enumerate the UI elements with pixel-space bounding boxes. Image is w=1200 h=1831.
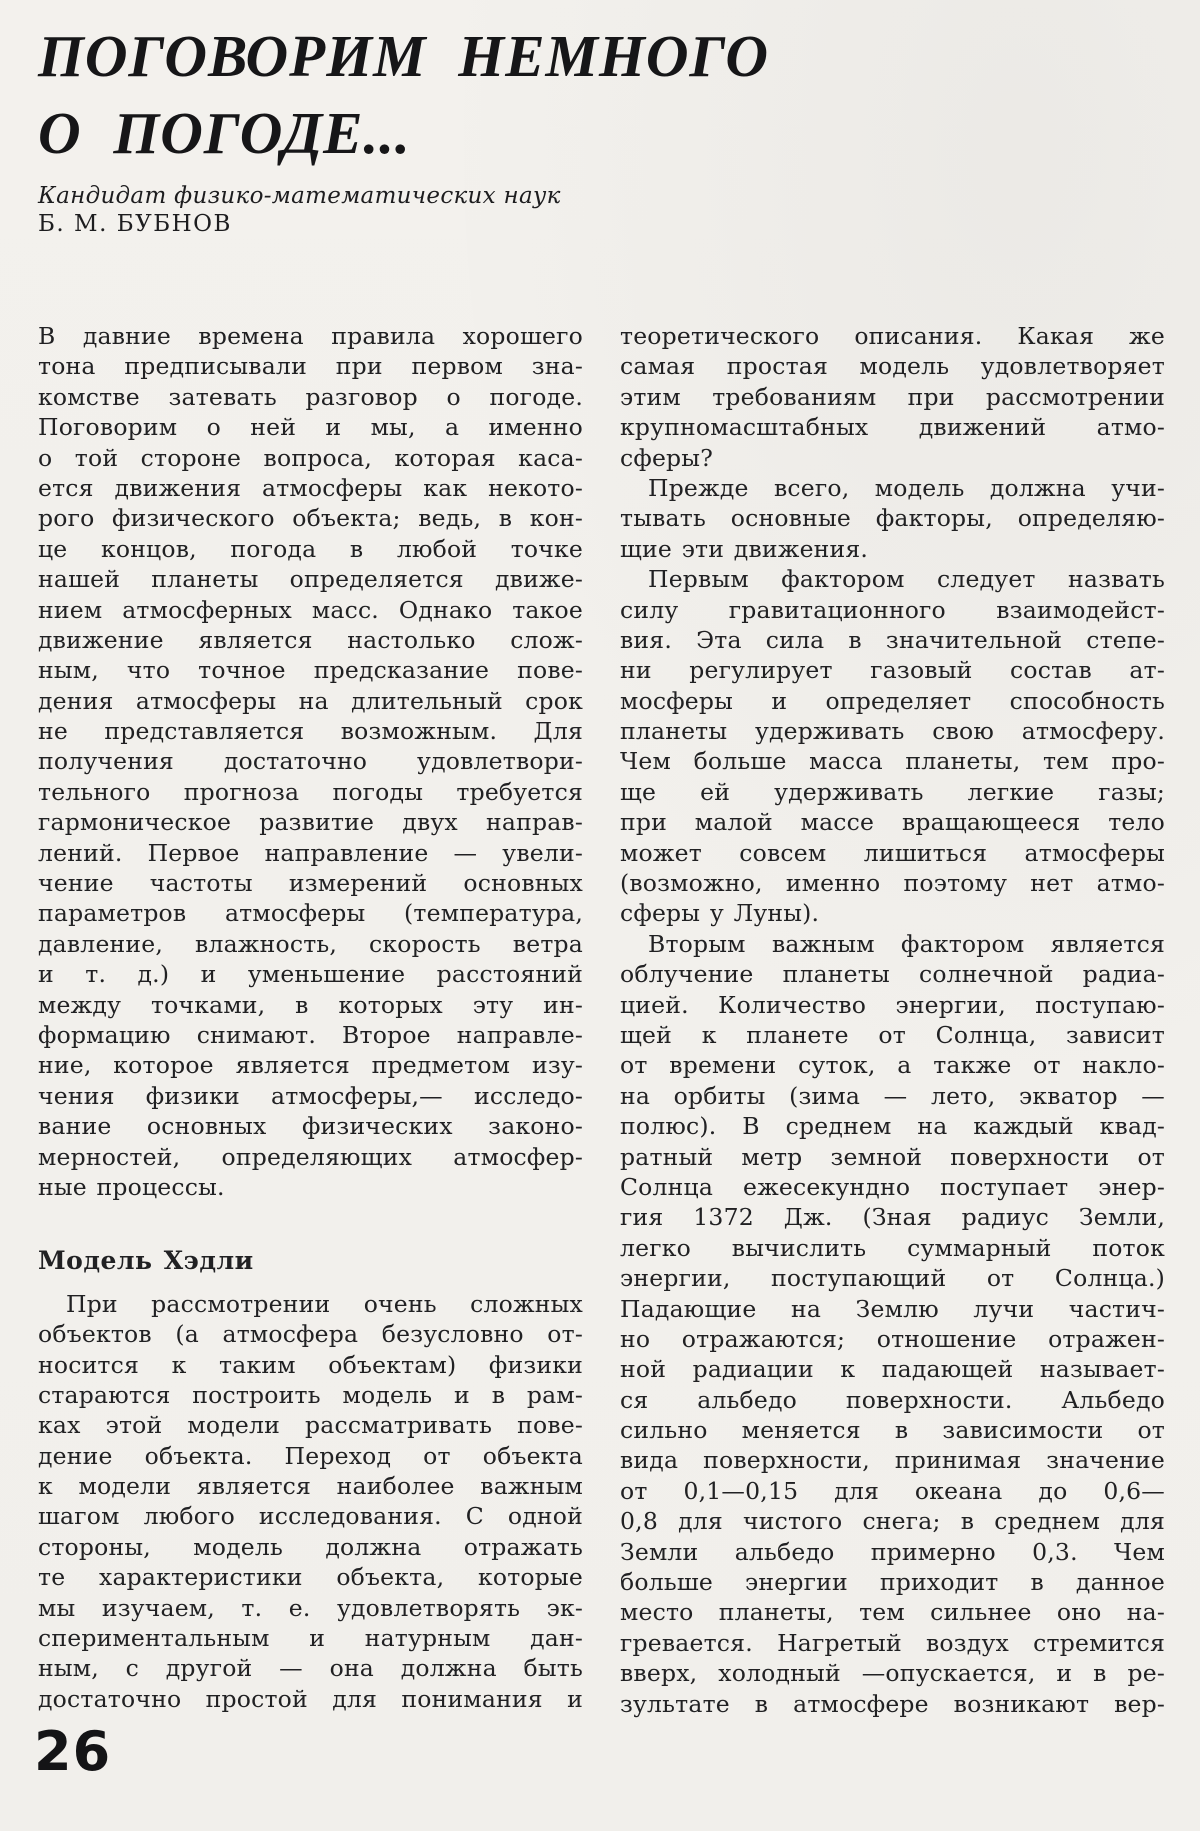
text-line: ни регулирует газовый состав ат- xyxy=(620,656,1165,685)
text-line: ратный метр земной поверхности от xyxy=(620,1142,1165,1171)
text-line: Вторым важным фактором является xyxy=(648,929,1165,958)
text-line: вия. Эта сила в значительной степе- xyxy=(620,625,1165,654)
text-line: (возможно, именно поэтому нет атмо- xyxy=(620,869,1165,898)
text-line: о той стороне вопроса, которая каса- xyxy=(38,443,583,472)
article-title-line1: ПОГОВОРИМ НЕМНОГО xyxy=(38,23,769,89)
text-line: этим требованиям при рассмотрении xyxy=(620,382,1165,411)
text-line: ные процессы. xyxy=(38,1172,225,1201)
text-line: вание основных физических законо- xyxy=(38,1112,583,1141)
text-line: и т. д.) и уменьшение расстояний xyxy=(38,960,583,989)
text-line: щей к планете от Солнца, зависит xyxy=(620,1020,1165,1049)
article-title xyxy=(38,18,769,172)
text-line: гревается. Нагретый воздух стремится xyxy=(620,1628,1165,1657)
text-line: больше энергии приходит в данное xyxy=(620,1568,1165,1597)
text-line: от 0,1—0,15 для океана до 0,6— xyxy=(620,1476,1165,1505)
text-line: при малой массе вращающееся тело xyxy=(620,808,1165,837)
text-line: мы изучаем, т. е. удовлетворять эк- xyxy=(38,1593,583,1622)
text-line: вида поверхности, принимая значение xyxy=(620,1446,1165,1475)
text-line: спериментальным и натурным дан- xyxy=(38,1624,583,1653)
text-line: ся альбедо поверхности. Альбедо xyxy=(620,1385,1165,1414)
text-line: к модели является наиболее важным xyxy=(38,1472,583,1501)
author-block xyxy=(38,182,561,238)
text-line: лений. Первое направление — увели- xyxy=(38,838,583,867)
text-line: сферы? xyxy=(620,443,714,472)
text-line: ках этой модели рассматривать пове- xyxy=(38,1411,583,1440)
page-number: 26 xyxy=(34,1720,112,1783)
article-title-line2: О ПОГОДЕ... xyxy=(38,100,411,166)
text-line: тона предписывали при первом зна- xyxy=(38,352,583,381)
text-line: между точками, в которых эту ин- xyxy=(38,990,583,1019)
text-line: на орбиты (зима — лето, экватор — xyxy=(620,1081,1165,1110)
text-line: самая простая модель удовлетворяет xyxy=(620,352,1165,381)
text-line: полюс). В среднем на каждый квад- xyxy=(620,1112,1165,1141)
text-line: дение объекта. Переход от объекта xyxy=(38,1441,583,1470)
text-line: тывать основные факторы, определяю- xyxy=(620,504,1165,533)
text-line: чение частоты измерений основных xyxy=(38,869,583,898)
text-line: чения физики атмосферы,— исследо- xyxy=(38,1081,583,1110)
text-line: При рассмотрении очень сложных xyxy=(66,1289,583,1318)
text-line: гия 1372 Дж. (Зная радиус Земли, xyxy=(620,1203,1165,1232)
text-line: может совсем лишиться атмосферы xyxy=(620,838,1165,867)
text-line: Чем больше масса планеты, тем про- xyxy=(620,747,1165,776)
text-line: ется движения атмосферы как некото- xyxy=(38,473,583,502)
text-line: щие эти движения. xyxy=(620,534,869,563)
text-column-right xyxy=(620,321,1165,1719)
text-line: цией. Количество энергии, поступаю- xyxy=(620,990,1165,1019)
text-line: Прежде всего, модель должна учи- xyxy=(648,473,1165,502)
text-line: Земли альбедо примерно 0,3. Чем xyxy=(620,1537,1165,1566)
text-line: получения достаточно удовлетвори- xyxy=(38,747,583,776)
text-line: те характеристики объекта, которые xyxy=(38,1563,583,1592)
text-line: комстве затевать разговор о погоде. xyxy=(38,382,583,411)
text-line: легко вычислить суммарный поток xyxy=(620,1233,1165,1262)
text-line: зультате в атмосфере возникают вер- xyxy=(620,1689,1165,1718)
text-line: рого физического объекта; ведь, в кон- xyxy=(38,504,583,533)
section-heading: Модель Хэдли xyxy=(38,1246,254,1276)
text-line: мосферы и определяет способность xyxy=(620,686,1165,715)
text-line: энергии, поступающий от Солнца.) xyxy=(620,1264,1165,1293)
text-line: облучение планеты солнечной радиа- xyxy=(620,960,1165,989)
text-line: ще ей удерживать легкие газы; xyxy=(620,777,1165,806)
text-line: ным, что точное предсказание пове- xyxy=(38,656,583,685)
author-name: Б. М. БУБНОВ xyxy=(38,211,232,237)
author-degree: Кандидат физико-математических наук xyxy=(38,183,561,209)
text-line: дения атмосферы на длительный срок xyxy=(38,686,583,715)
text-line: сильно меняется в зависимости от xyxy=(620,1416,1165,1445)
text-line: 0,8 для чистого снега; в среднем для xyxy=(620,1507,1165,1536)
text-line: движение является настолько слож- xyxy=(38,625,583,654)
text-line: но отражаются; отношение отражен- xyxy=(620,1324,1165,1353)
text-line: место планеты, тем сильнее оно на- xyxy=(620,1598,1165,1627)
text-line: мерностей, определяющих атмосфер- xyxy=(38,1142,583,1171)
text-line: це концов, погода в любой точке xyxy=(38,534,583,563)
text-line: стороны, модель должна отражать xyxy=(38,1532,583,1561)
text-line: гармоническое развитие двух направ- xyxy=(38,808,583,837)
text-line: силу гравитационного взаимодейст- xyxy=(620,595,1165,624)
text-line: теоретического описания. Какая же xyxy=(620,322,1165,350)
text-line: Поговорим о ней и мы, а именно xyxy=(38,413,583,442)
text-line: тельного прогноза погоды требуется xyxy=(38,777,583,806)
text-line: формацию снимают. Второе направле- xyxy=(38,1020,583,1049)
text-line: Солнца ежесекундно поступает энер- xyxy=(620,1172,1165,1201)
text-line: стараются построить модель и в рам- xyxy=(38,1380,583,1409)
text-line: от времени суток, а также от накло- xyxy=(620,1051,1165,1080)
text-line: не представляется возможным. Для xyxy=(38,717,583,746)
text-line: Первым фактором следует назвать xyxy=(648,565,1165,594)
text-line: сферы у Луны). xyxy=(620,899,820,928)
text-line: Падающие на Землю лучи частич- xyxy=(620,1294,1165,1323)
text-line: ным, с другой — она должна быть xyxy=(38,1654,583,1683)
text-line: объектов (а атмосфера безусловно от- xyxy=(38,1320,583,1349)
text-line: В давние времена правила хорошего xyxy=(38,322,583,350)
text-line: ние, которое является предметом изу- xyxy=(38,1051,583,1080)
text-line: достаточно простой для понимания и xyxy=(38,1684,583,1713)
text-line: давление, влажность, скорость ветра xyxy=(38,929,583,958)
text-column-left xyxy=(38,321,583,1714)
text-line: носится к таким объектам) физики xyxy=(38,1350,583,1379)
text-line: крупномасштабных движений атмо- xyxy=(620,413,1165,442)
text-line: вверх, холодный —опускается, и в ре- xyxy=(620,1659,1165,1688)
text-line: планеты удерживать свою атмосферу. xyxy=(620,717,1165,746)
text-line: шагом любого исследования. С одной xyxy=(38,1502,583,1531)
text-line: нием атмосферных масс. Однако такое xyxy=(38,595,583,624)
text-line: ной радиации к падающей называет- xyxy=(620,1355,1165,1384)
text-line: нашей планеты определяется движе- xyxy=(38,565,583,594)
text-line: параметров атмосферы (температура, xyxy=(38,899,583,928)
